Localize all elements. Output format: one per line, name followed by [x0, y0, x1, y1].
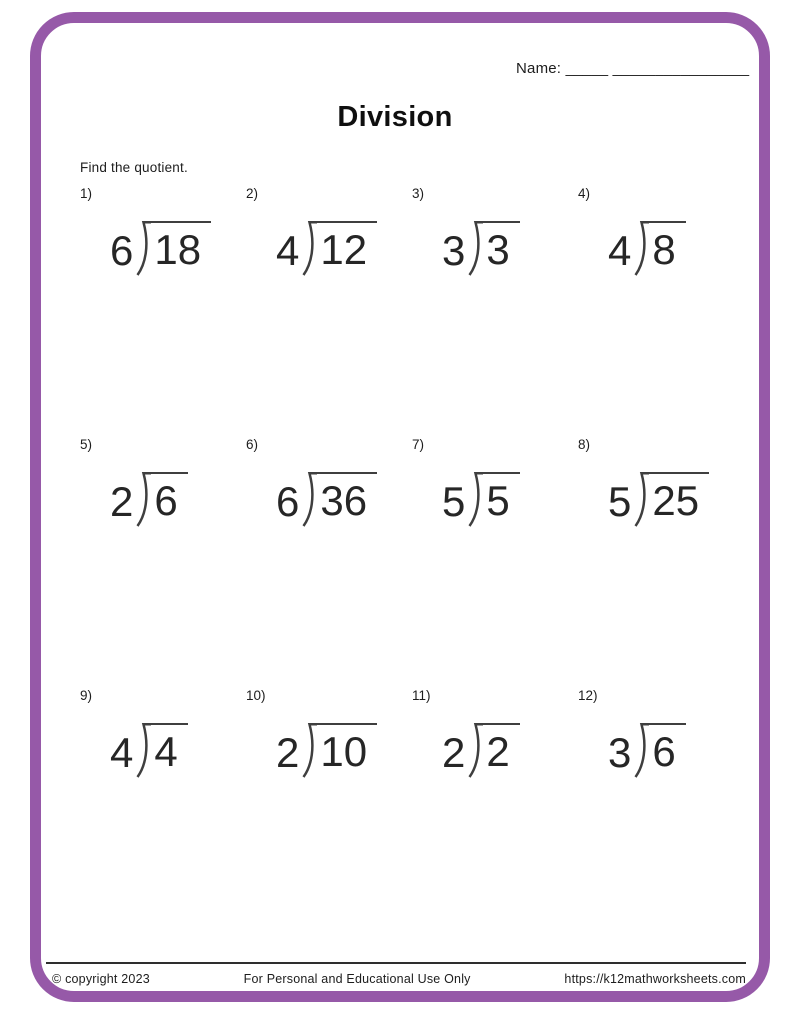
dividend: 5 [483, 472, 519, 526]
divisor: 3 [442, 226, 466, 274]
long-division-bracket-icon [466, 221, 483, 276]
problem-cell [578, 688, 744, 939]
instruction-text: Find the quotient. [80, 160, 188, 175]
long-division-expression [110, 221, 211, 276]
name-label: Name: [516, 60, 562, 77]
problem-number: 7) [412, 437, 425, 452]
dividend: 4 [151, 723, 187, 777]
divisor: 6 [110, 226, 134, 274]
long-division-bracket-icon [300, 723, 317, 778]
dividend: 6 [151, 472, 187, 526]
problem-number: 1) [80, 186, 93, 201]
divisor: 3 [608, 728, 632, 776]
page-title: Division [337, 101, 453, 133]
long-division-bracket-icon [300, 472, 317, 527]
divisor: 5 [442, 477, 466, 525]
long-division-expression [608, 221, 686, 276]
dividend: 2 [483, 723, 519, 777]
problem-grid [80, 186, 744, 939]
dividend: 25 [649, 472, 709, 526]
dividend: 36 [317, 472, 377, 526]
footer-url: https://k12mathworksheets.com [564, 972, 746, 986]
problem-number: 10) [246, 688, 266, 703]
problem-number: 8) [578, 437, 591, 452]
long-division-expression [276, 472, 377, 527]
problem-number: 9) [80, 688, 93, 703]
dividend: 3 [483, 221, 519, 275]
problem-cell [80, 688, 246, 939]
long-division-expression [442, 472, 520, 527]
problem-cell [412, 688, 578, 939]
footer-copyright: © copyright 2023 [52, 972, 150, 986]
problem-number: 4) [578, 186, 591, 201]
problem-cell [412, 437, 578, 688]
divisor: 2 [442, 728, 466, 776]
problem-number: 11) [412, 688, 431, 703]
dividend: 6 [649, 723, 685, 777]
problem-number: 5) [80, 437, 93, 452]
divisor: 5 [608, 477, 632, 525]
problem-cell [412, 186, 578, 437]
long-division-expression [276, 221, 377, 276]
divisor: 4 [276, 226, 300, 274]
long-division-bracket-icon [632, 221, 649, 276]
name-blank-line: _____ ________________ [565, 60, 750, 77]
problem-cell [246, 437, 412, 688]
divisor: 2 [276, 728, 300, 776]
dividend: 18 [151, 221, 211, 275]
problem-cell [246, 688, 412, 939]
problem-cell [578, 186, 744, 437]
long-division-expression [442, 723, 520, 778]
long-division-expression [608, 472, 709, 527]
problem-cell [246, 186, 412, 437]
long-division-bracket-icon [134, 221, 151, 276]
long-division-bracket-icon [632, 723, 649, 778]
problem-cell [80, 437, 246, 688]
long-division-bracket-icon [134, 472, 151, 527]
name-field [516, 60, 749, 77]
long-division-bracket-icon [466, 472, 483, 527]
long-division-bracket-icon [466, 723, 483, 778]
divisor: 4 [608, 226, 632, 274]
problem-cell [80, 186, 246, 437]
dividend: 8 [649, 221, 685, 275]
footer [52, 972, 746, 986]
divisor: 4 [110, 728, 134, 776]
long-division-expression [276, 723, 377, 778]
problem-number: 2) [246, 186, 259, 201]
long-division-bracket-icon [134, 723, 151, 778]
problem-number: 12) [578, 688, 598, 703]
long-division-bracket-icon [632, 472, 649, 527]
dividend: 12 [317, 221, 377, 275]
divisor: 6 [276, 477, 300, 525]
divisor: 2 [110, 477, 134, 525]
long-division-expression [110, 723, 188, 778]
problem-cell [578, 437, 744, 688]
dividend: 10 [317, 723, 377, 777]
long-division-bracket-icon [300, 221, 317, 276]
footer-usage-text: For Personal and Educational Use Only [243, 972, 471, 986]
footer-divider [46, 962, 746, 964]
problem-number: 6) [246, 437, 259, 452]
long-division-expression [608, 723, 686, 778]
problem-number: 3) [412, 186, 425, 201]
long-division-expression [110, 472, 188, 527]
long-division-expression [442, 221, 520, 276]
